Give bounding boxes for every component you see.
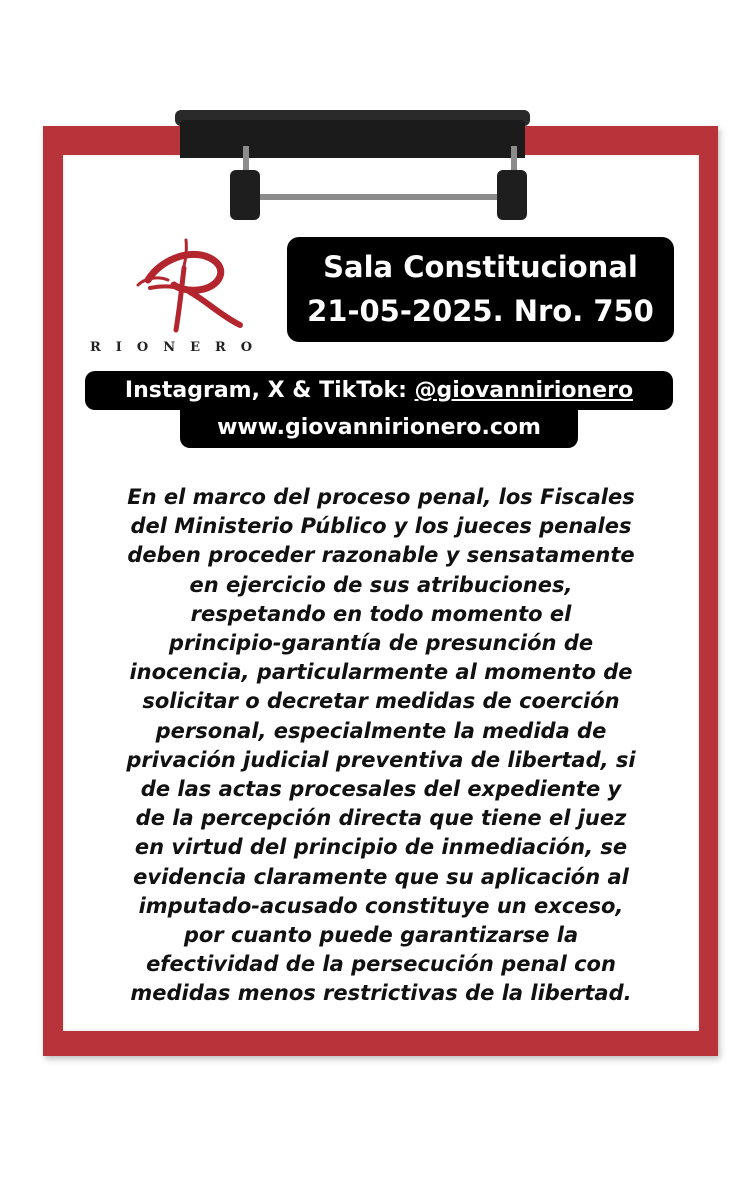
rionero-logo-mark <box>90 230 285 340</box>
rionero-logo <box>90 230 285 360</box>
quote-line: evidencia claramente que su aplicación al <box>133 864 629 889</box>
quote-line: en ejercicio de sus atribuciones, <box>189 572 573 597</box>
quote-line: de las actas procesales del expediente y <box>140 777 622 802</box>
quote-line: imputado-acusado constituye un exceso, <box>138 893 624 918</box>
quote-line: medidas menos restrictivas de la libertad. <box>130 981 632 1006</box>
clip-foot-right <box>497 170 527 220</box>
quote-line: personal, especialmente la medida de <box>155 718 607 743</box>
quote-line: privación judicial preventiva de libertad, si <box>126 747 636 772</box>
clip-foot-left <box>230 170 260 220</box>
quote-line: deben proceder razonable y sensatamente <box>127 543 635 568</box>
clip-wire <box>243 146 517 200</box>
title-line-1: Sala Constitucional <box>323 250 638 284</box>
quote-line: por cuanto puede garantizarse la <box>183 923 579 948</box>
quote-line: efectividad de la persecución penal con <box>146 952 616 977</box>
title-line-2: 21-05-2025. Nro. 750 <box>307 294 654 328</box>
quote-line: solicitar o decretar medidas de coerción <box>142 689 620 714</box>
title-label <box>287 237 674 342</box>
quote-line: principio-garantía de presunción de <box>168 631 594 656</box>
quote-line: en virtud del principio de inmediación, se <box>134 835 628 860</box>
website-link[interactable]: www.giovannirionero.com <box>217 415 541 440</box>
social-prefix: Instagram, X & TikTok: <box>124 378 415 403</box>
logo-wordmark: RIONERO <box>90 340 268 355</box>
quote-line: inocencia, particularmente al momento de <box>129 660 633 685</box>
quote-text <box>78 483 684 1009</box>
website-label <box>180 410 578 448</box>
quote-line: En el marco del proceso penal, los Fiscales <box>127 485 635 509</box>
quote-line: del Ministerio Público y los jueces penales <box>130 514 632 539</box>
quote-line: de la percepción directa que tiene el juez <box>135 806 627 831</box>
quote-line: respetando en todo momento el <box>190 601 572 626</box>
social-label <box>85 371 673 410</box>
social-handle[interactable]: @giovannirionero <box>414 378 634 403</box>
